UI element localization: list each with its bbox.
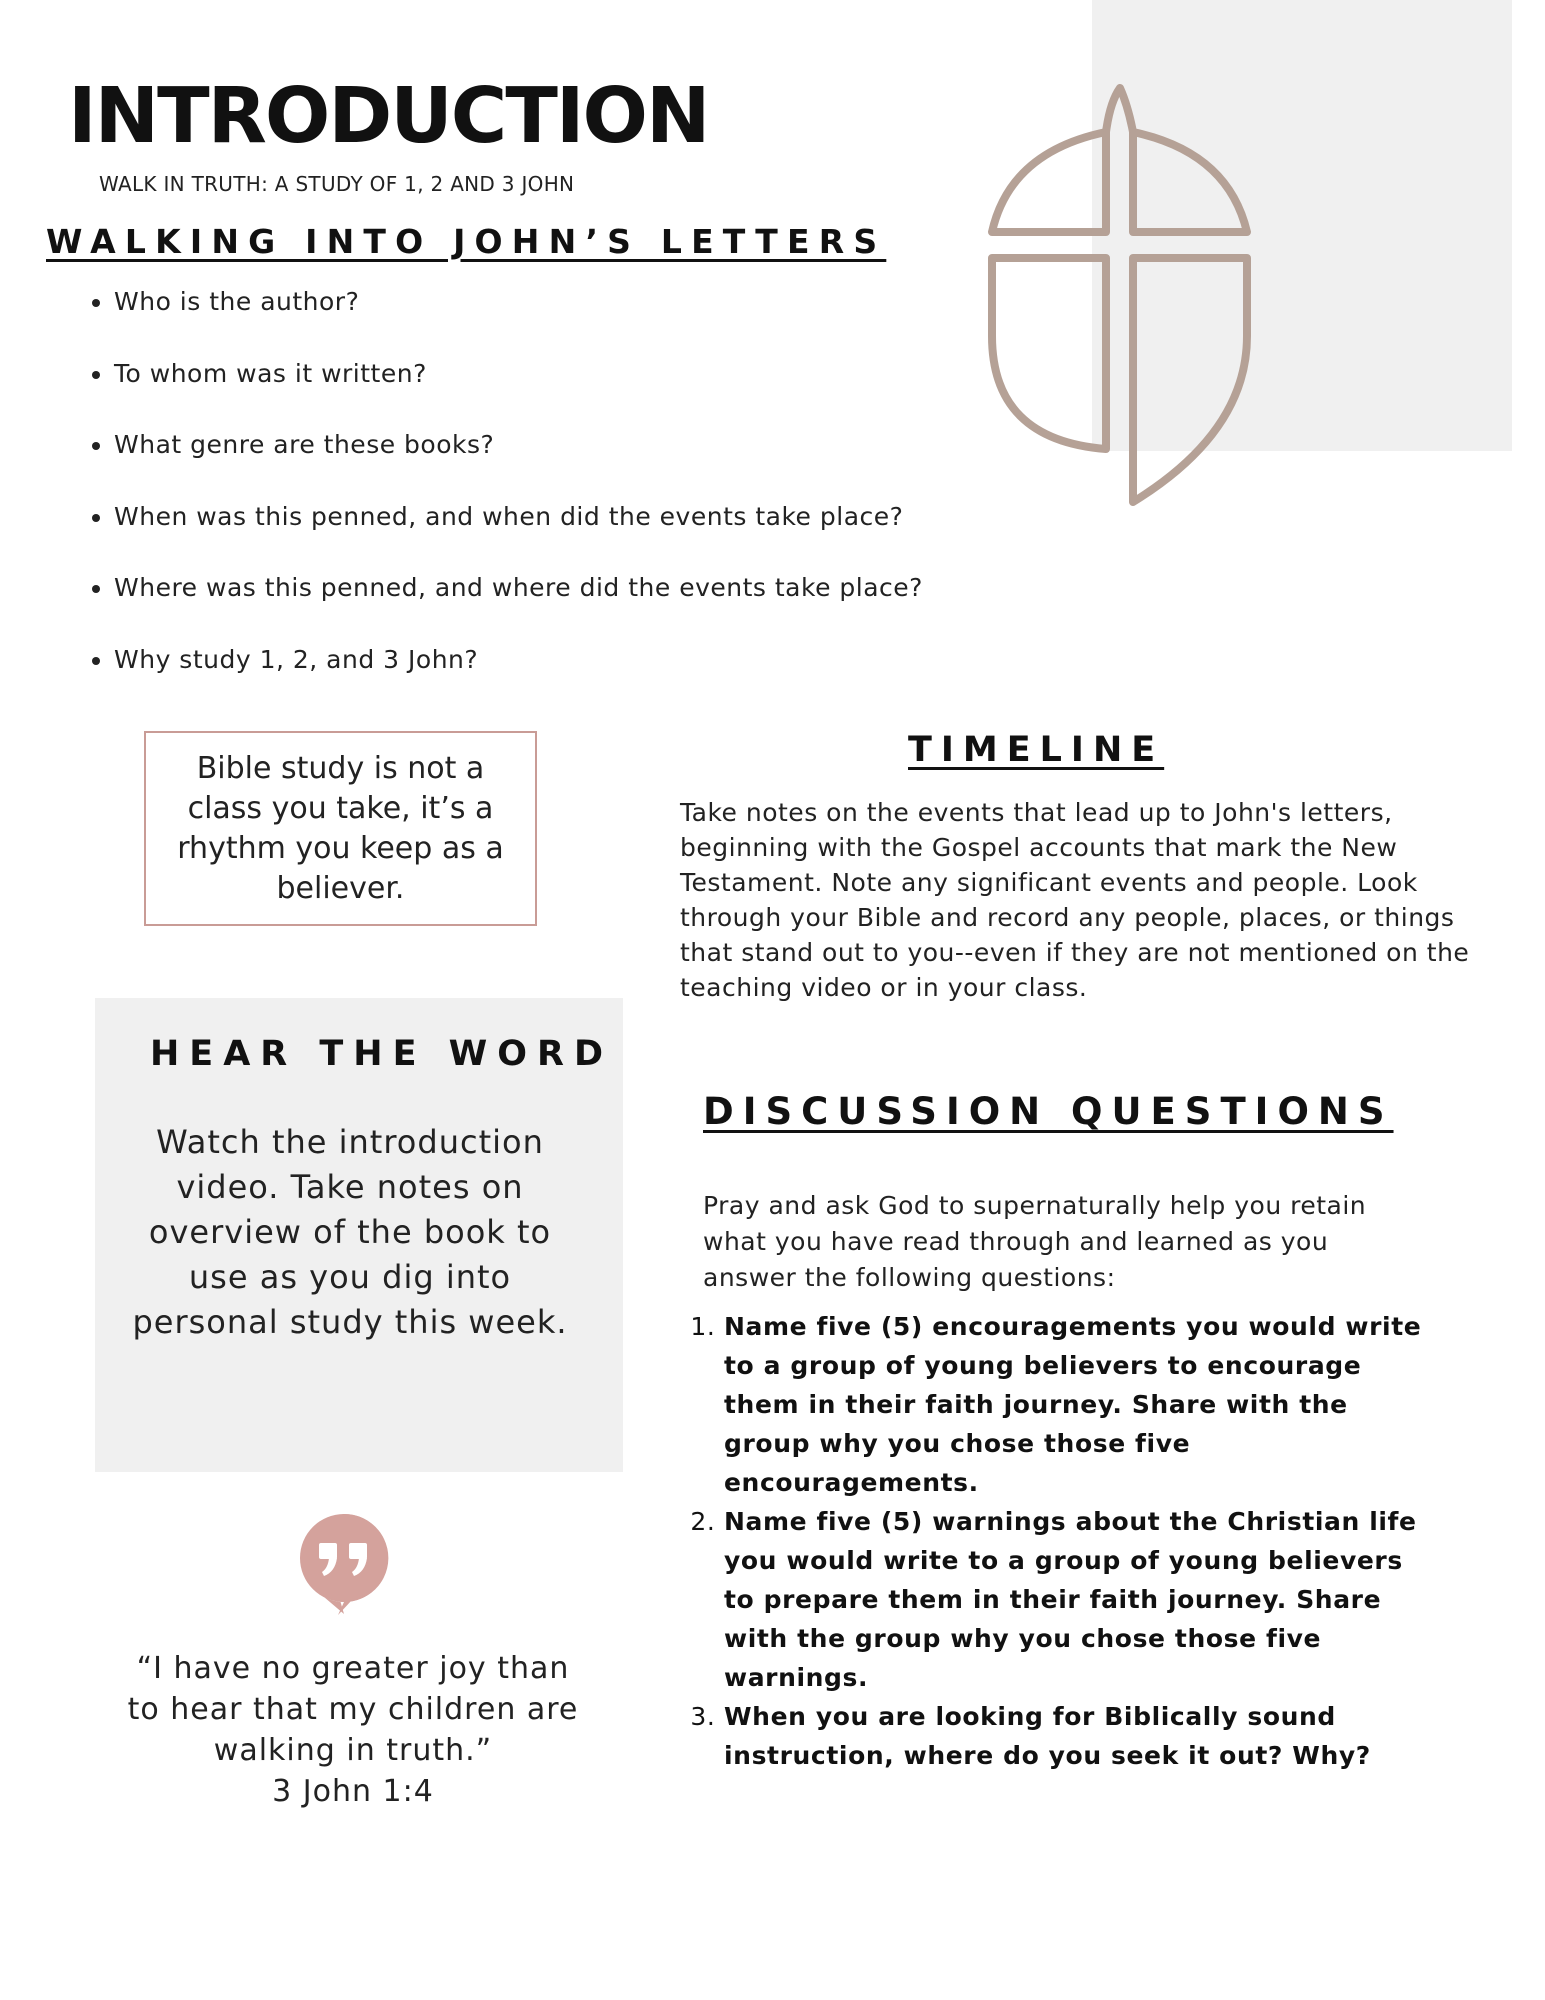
hear-the-word-body: Watch the introduction video. Take notes on overview of the book to use as you dig into personal study this week. <box>132 1123 568 1341</box>
list-item: • When was this penned, and when did the events take place? <box>114 499 1014 535</box>
callout-box <box>144 731 537 926</box>
discussion-questions-list <box>700 1307 1424 1775</box>
quote-bubble-icon <box>298 1512 390 1616</box>
page-title: INTRODUCTION <box>68 72 709 161</box>
timeline-body: Take notes on the events that lead up to John's letters, beginning with the Gospel accounts that mark the New Testament. Note any significant events and people. Look through your Bible and record any people, places, or things that stand out to you--even if they are not mentioned on the teaching video or in your class. <box>680 798 1470 1002</box>
hear-the-word-heading: HEAR THE WORD <box>150 1034 614 1074</box>
verse-quote <box>120 1648 586 1812</box>
list-item: 3. When you are looking for Biblically sound instruction, where do you seek it out? Why? <box>724 1697 1424 1775</box>
intro-questions-list <box>80 284 1014 713</box>
list-item: • Where was this penned, and where did the events take place? <box>114 570 1014 606</box>
timeline-heading: TIMELINE <box>908 730 1165 770</box>
verse-reference: 3 John 1:4 <box>272 1774 434 1809</box>
callout-text: Bible study is not a class you take, it’s a rhythm you keep as a believer. <box>177 750 504 906</box>
verse-text: “I have no greater joy than to hear that my children are walking in truth.” <box>127 1651 579 1768</box>
list-item: • Who is the author? <box>114 284 1014 320</box>
discussion-heading: DISCUSSION QUESTIONS <box>703 1090 1394 1133</box>
list-item: 2. Name five (5) warnings about the Christian life you would write to a group of young believers to prepare them in their faith journey. Share with the group why you chose those five warnings. <box>724 1502 1424 1697</box>
list-item: 1. Name five (5) encouragements you would write to a group of young believers to encourage them in their faith journey. Share with the group why you chose those five encouragements. <box>724 1307 1424 1502</box>
page-subtitle: WALK IN TRUTH: A STUDY OF 1, 2 AND 3 JOHN <box>99 172 575 196</box>
walking-section-heading: WALKING INTO JOHN’S LETTERS <box>46 222 887 261</box>
list-item: • To whom was it written? <box>114 356 1014 392</box>
list-item: • What genre are these books? <box>114 427 1014 463</box>
discussion-intro: Pray and ask God to supernaturally help you retain what you have read through and learned as you answer the following questions: <box>703 1191 1367 1292</box>
list-item: • Why study 1, 2, and 3 John? <box>114 642 1014 678</box>
